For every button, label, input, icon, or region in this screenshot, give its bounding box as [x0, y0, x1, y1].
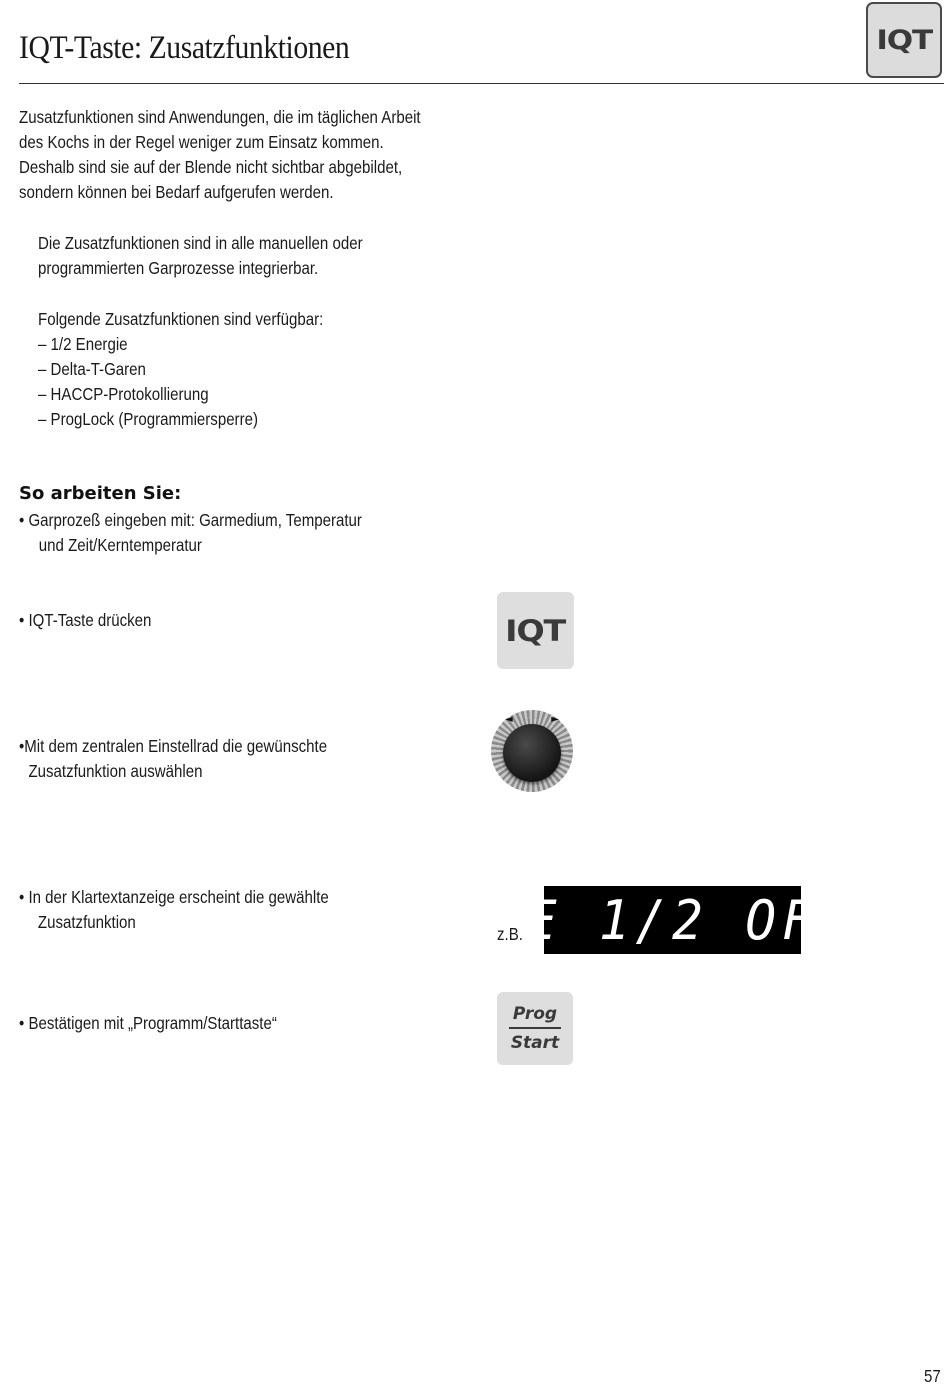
intro-line: Zusatzfunktionen sind Anwendungen, die im täglichen Arbeit [19, 107, 421, 127]
steps-heading: So arbeiten Sie: [19, 483, 182, 504]
functions-intro: Folgende Zusatzfunktionen sind verfügbar: [38, 309, 324, 329]
step-1-line: und Zeit/Kerntemperatur [38, 535, 202, 555]
step-1 [19, 508, 362, 558]
step-3 [19, 734, 327, 784]
page-title: IQT-Taste: Zusatzfunktionen [19, 30, 350, 66]
prog-start-divider [509, 1027, 561, 1029]
integration-line: programmierten Garprozesse integrierbar. [38, 258, 319, 278]
rotary-knob-icon[interactable] [491, 710, 573, 792]
header-rule [19, 83, 944, 84]
step-4-line: • In der Klartextanzeige erscheint die gewählte [19, 887, 329, 907]
step-2: • IQT-Taste drücken [19, 610, 152, 630]
list-item: – Delta-T-Garen [38, 359, 146, 379]
intro-line: sondern können bei Bedarf aufgerufen werden. [19, 182, 334, 202]
step-4-line: Zusatzfunktion [37, 912, 136, 932]
page-number: 57 [924, 1366, 941, 1386]
intro-paragraph [19, 105, 421, 205]
intro-line: Deshalb sind sie auf der Blende nicht sichtbar abgebildet, [19, 157, 403, 177]
step-4 [19, 885, 329, 935]
prog-start-button[interactable] [497, 992, 573, 1065]
iqt-badge-icon [866, 2, 942, 78]
list-item: – HACCP-Protokollierung [38, 384, 209, 404]
knob-center [503, 724, 561, 782]
iqt-button-label: IQT [505, 613, 566, 648]
step-3-line: •Mit dem zentralen Einstellrad die gewünschte [19, 736, 328, 756]
start-label: Start [510, 1033, 560, 1053]
iqt-button[interactable] [497, 592, 574, 669]
text-display [526, 886, 819, 954]
list-item: – 1/2 Energie [38, 334, 128, 354]
step-3-line: Zusatzfunktion auswählen [28, 761, 203, 781]
prog-label: Prog [512, 1004, 558, 1024]
knob-arrows-icon: ◄ ► [505, 714, 559, 725]
step-5: • Bestätigen mit „Programm/Starttaste“ [19, 1013, 277, 1033]
intro-line: des Kochs in der Regel weniger zum Einsatz kommen. [19, 132, 384, 152]
integration-line: Die Zusatzfunktionen sind in alle manuellen oder [38, 233, 363, 253]
iqt-badge-logo: IQT [876, 24, 932, 56]
display-text: E 1/2 OF [526, 888, 819, 952]
integration-paragraph [38, 231, 363, 281]
example-label: z.B. [497, 924, 523, 944]
step-1-line: • Garprozeß eingeben mit: Garmedium, Temperatur [19, 510, 362, 530]
functions-list [38, 307, 323, 432]
list-item: – ProgLock (Programmiersperre) [38, 409, 258, 429]
